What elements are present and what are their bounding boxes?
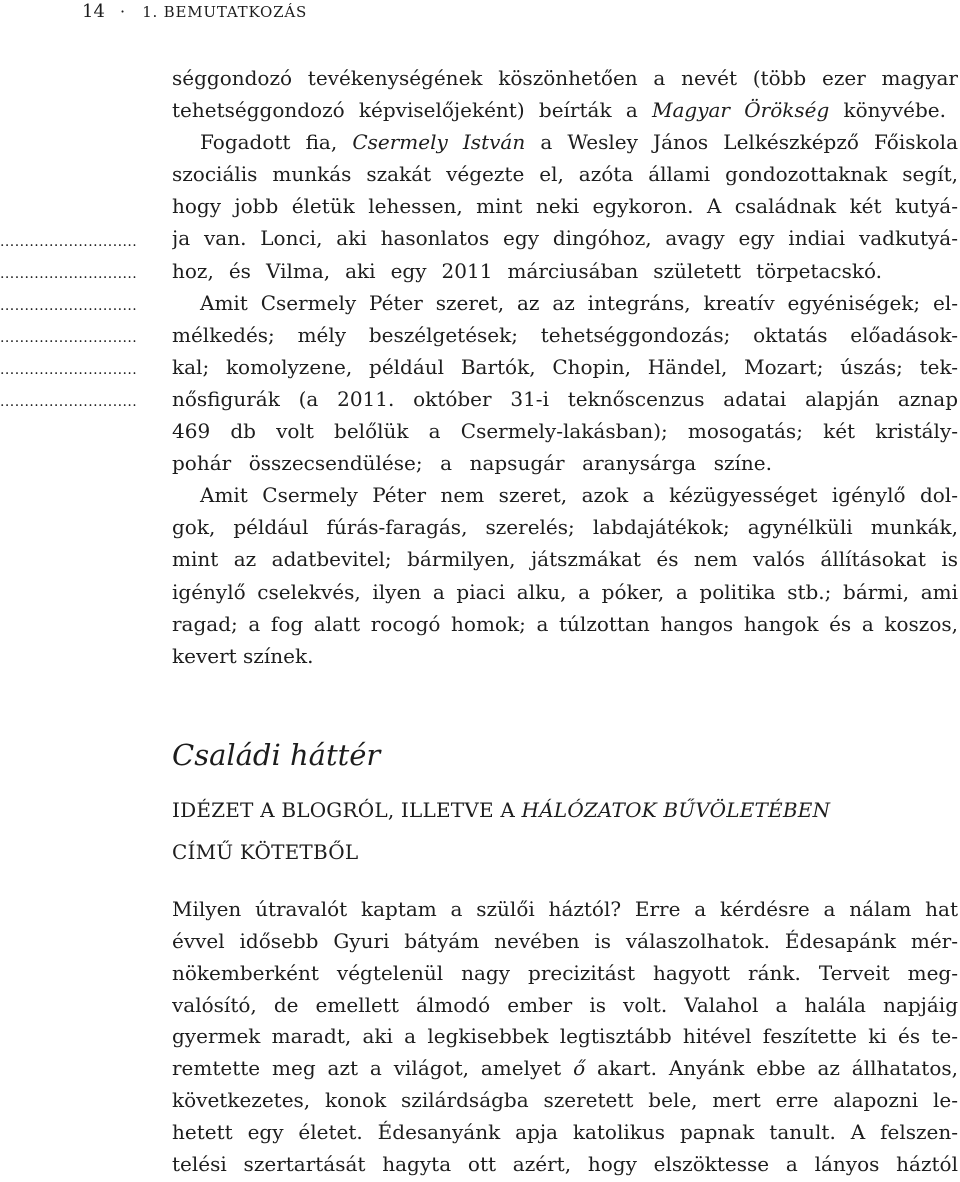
margin-dotted-line (0, 287, 150, 319)
text-line: hoz, és Vilma, aki egy 2011 márciusában született törpetacskó. (172, 258, 882, 283)
text-line: gyermek maradt, aki a legkisebbek legtisztább hitével feszítette ki és te- (172, 1024, 958, 1049)
running-header (82, 0, 307, 24)
margin-dotted-line (0, 319, 150, 351)
text-line (172, 126, 958, 158)
text-line: Amit Csermely Péter szeret, az az integráns, kreatív egyéniségek; el- (200, 290, 958, 315)
text-line: mélkedés; mély beszélgetések; tehetséggondozás; oktatás előadások- (172, 322, 958, 347)
text-line: nősfigurák (a 2011. október 31-i teknőscenzus adatai alapján aznap (172, 386, 958, 411)
italic-phrase: ő (573, 1056, 586, 1081)
subtitle-line (172, 789, 830, 831)
italic-phrase: HÁLÓZATOK BŰVÖLETÉBEN (521, 798, 831, 822)
text-segment: Fogadott fia, (200, 130, 353, 155)
margin-dotted-line (0, 223, 150, 255)
dotted-leader: ............................ (0, 297, 138, 314)
text-line: Milyen útravalót kaptam a szülői háztól? Erre a kérdésre a nálam hat (172, 897, 958, 921)
text-line (172, 94, 958, 126)
text-line: Amit Csermely Péter nem szeret, azok a kézügyességet igénylő dol- (200, 483, 958, 508)
text-line: telési szertartását hagyta ott azért, hogy elszöktesse a lányos háztól (172, 1151, 958, 1176)
text-line: séggondozó tevékenységének köszönhetően a nevét (több ezer magyar (172, 66, 958, 90)
text-line: évvel idősebb Gyuri bátyám nevében is válaszolhatok. Édesapánk mér- (172, 928, 958, 953)
text-line: mint az adatbevitel; bármilyen, játszmákat és nem valós állításokat is (172, 547, 958, 572)
margin-dotted-line (0, 383, 150, 415)
text-segment: akart. Anyánk ebbe az állhatatos, (585, 1056, 958, 1081)
text-segment: IDÉZET A BLOGRÓL, ILLETVE A (172, 798, 522, 822)
dotted-leader: ............................ (0, 265, 138, 282)
text-line (172, 1053, 958, 1085)
text-line: gok, például fúrás-faragás, szerelés; labdajátékok; agynélküli munkák, (172, 515, 958, 540)
text-line: valósító, de emellett álmodó ember is volt. Valahol a halála napjáig (172, 992, 958, 1017)
text-line: ragad; a fog alatt rocogó homok; a túlzottan hangos hangok és a koszos, (172, 611, 958, 636)
text-segment: a Wesley János Lelkészképző Főiskola (525, 130, 958, 155)
header-separator: · (120, 2, 126, 21)
text-line: kevert színek. (172, 643, 314, 668)
dotted-leader: ............................ (0, 233, 138, 250)
dotted-leader: ............................ (0, 393, 138, 410)
section-body (172, 894, 958, 1181)
subtitle-line: CÍMŰ KÖTETBŐL (172, 840, 359, 864)
margin-dotted-line (0, 351, 150, 383)
text-segment: remtette meg azt a világot, amelyet (172, 1056, 574, 1081)
chapter-title: 1. BEMUTATKOZÁS (142, 3, 308, 21)
text-line: pohár összecsendülése; a napsugár aranysárga színe. (172, 451, 772, 476)
dotted-leader: ............................ (0, 329, 138, 346)
dotted-leader: ............................ (0, 361, 138, 378)
text-segment: könyvébe. (829, 98, 946, 123)
text-line: ja van. Lonci, aki hasonlatos egy dingóhoz, avagy egy indiai vadkutyá- (172, 226, 958, 251)
italic-phrase: Magyar Örökség (652, 98, 830, 123)
italic-phrase: Csermely István (352, 130, 526, 155)
text-line: 469 db volt belőlük a Csermely-lakásban); mosogatás; két kristály- (172, 419, 958, 444)
continued-text (172, 62, 958, 672)
text-line: kal; komolyzene, például Bartók, Chopin, Händel, Mozart; úszás; tek- (172, 354, 958, 379)
text-line: igénylő cselekvés, ilyen a piaci alku, a póker, a politika stb.; bármi, ami (172, 579, 958, 604)
margin-marks (0, 223, 150, 416)
text-line: szociális munkás szakát végezte el, azóta állami gondozottaknak segít, (172, 162, 958, 187)
page-number: 14 (82, 1, 105, 22)
text-line: hetett egy életet. Édesanyánk apja katolikus papnak tanult. A felszen- (172, 1119, 958, 1144)
text-line: nökemberként végtelenül nagy precizitást hagyott ránk. Terveit meg- (172, 960, 958, 985)
section-subtitle (172, 789, 830, 873)
text-line: hogy jobb életük lehessen, mint neki egykoron. A családnak két kutyá- (172, 194, 958, 219)
margin-dotted-line (0, 255, 150, 287)
section-title: Családi háttér (172, 738, 381, 772)
text-line: következetes, konok szilárdságba szeretett bele, mert erre alapozni le- (172, 1088, 958, 1113)
text-segment: tehetséggondozó képviselőjeként) beírták a (172, 98, 652, 123)
